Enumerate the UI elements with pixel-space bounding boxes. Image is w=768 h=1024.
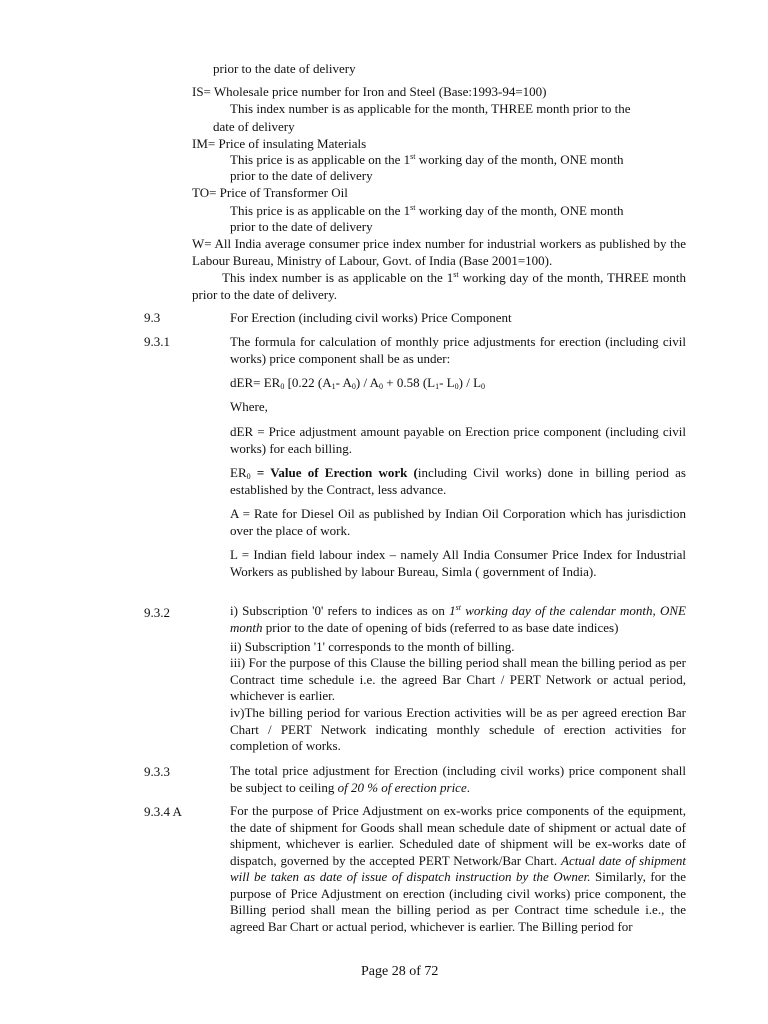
w-description: This index number is as applicable on the 1st working day of the month, THREE month prior to the date of delivery. [192, 270, 686, 302]
where-label: Where, [230, 399, 268, 414]
is-description-cont: date of delivery [213, 119, 295, 134]
a-definition: A = Rate for Diesel Oil as published by Indian Oil Corporation which has jurisdiction over the place of work. [230, 506, 686, 538]
erection-billing-clause: iv)The billing period for various Erection activities will be as per agreed erection Bar Chart / PERT Network indicating monthly schedule of erection activities for completion of works. [230, 705, 686, 753]
section-number: 9.3.3 [144, 764, 170, 779]
billing-period-clause: iii) For the purpose of this Clause the billing period shall mean the billing period as per Contract time schedule i.e. the agreed Bar Chart / PERT Network or actual period, whichever is earlier. [230, 655, 686, 703]
page-number: Page 28 of 72 [361, 964, 439, 979]
er-definition: $ER_0$ = Value of Erection work (including Civil works) done in billing period as established by the Contract, less advance. [230, 465, 686, 497]
w-definition: W= All India average consumer price index number for industrial workers as published by the Labour Bureau, Ministry of Labour, Govt. of India (Base 2001=100). [192, 236, 686, 268]
im-description-cont: prior to the date of delivery [230, 168, 373, 183]
shipment-date-clause: For the purpose of Price Adjustment on ex-works price components of the equipment, the date of shipment for Goods shall mean schedule date of shipment or actual date of shipment, whichever is earlier. Scheduled date of shipment will be ex-works date of dispatch, governed by the accepted PERT Network/Bar Chart. Actual date of shipment will be taken as date of issue of dispatch instruction by the Owner. Similarly, for the purpose of Price Adjustment on erection (including civil works) price component, the Billing period shall mean the billing period as per Contract time schedule i.e., the agreed Bar Chart or actual period, whichever is earlier. The Billing period for [230, 803, 686, 934]
formula-intro: The formula for calculation of monthly price adjustments for erection (including civil works) price component shall be as under: [230, 334, 686, 366]
to-definition: TO= Price of Transformer Oil [192, 185, 348, 200]
ceiling-clause: The total price adjustment for Erection (including civil works) price component shall be subject to ceiling of 20 % of erection price. [230, 763, 686, 795]
is-definition: IS= Wholesale price number for Iron and Steel (Base:1993-94=100) [192, 84, 547, 99]
section-number: 9.3.2 [144, 605, 170, 620]
subscription-one: ii) Subscription '1' corresponds to the month of billing. [230, 639, 515, 654]
section-number: 9.3.1 [144, 334, 170, 349]
section-title: For Erection (including civil works) Price Component [230, 310, 512, 325]
is-description: This index number is as applicable for the month, THREE month prior to the [230, 101, 631, 116]
section-number: 9.3 [144, 310, 161, 325]
l-definition: L = Indian field labour index – namely All India Consumer Price Index for Industrial Workers as published by labour Bureau, Simla ( government of India). [230, 547, 686, 579]
continuation-line: prior to the date of delivery [213, 61, 356, 76]
der-definition: dER = Price adjustment amount payable on Erection price component (including civil works) for each billing. [230, 424, 686, 456]
subscription-zero: i) Subscription '0' refers to indices as on 1st working day of the calendar month, ONE month prior to the date of opening of bids (referred to as base date indices) [230, 603, 686, 635]
section-number: 9.3.4 A [144, 804, 182, 819]
to-description: This price is as applicable on the 1st working day of the month, ONE month [230, 203, 624, 218]
im-definition: IM= Price of insulating Materials [192, 136, 367, 151]
to-description-cont: prior to the date of delivery [230, 219, 373, 234]
im-description: This price is as applicable on the 1st working day of the month, ONE month [230, 152, 624, 167]
price-formula: $dER= ER_0$ [0.22 ($A_1-$ $A_0) / A_0 + 0.58$ ($L_1-$ $L_0) / L_0$ [230, 375, 486, 391]
